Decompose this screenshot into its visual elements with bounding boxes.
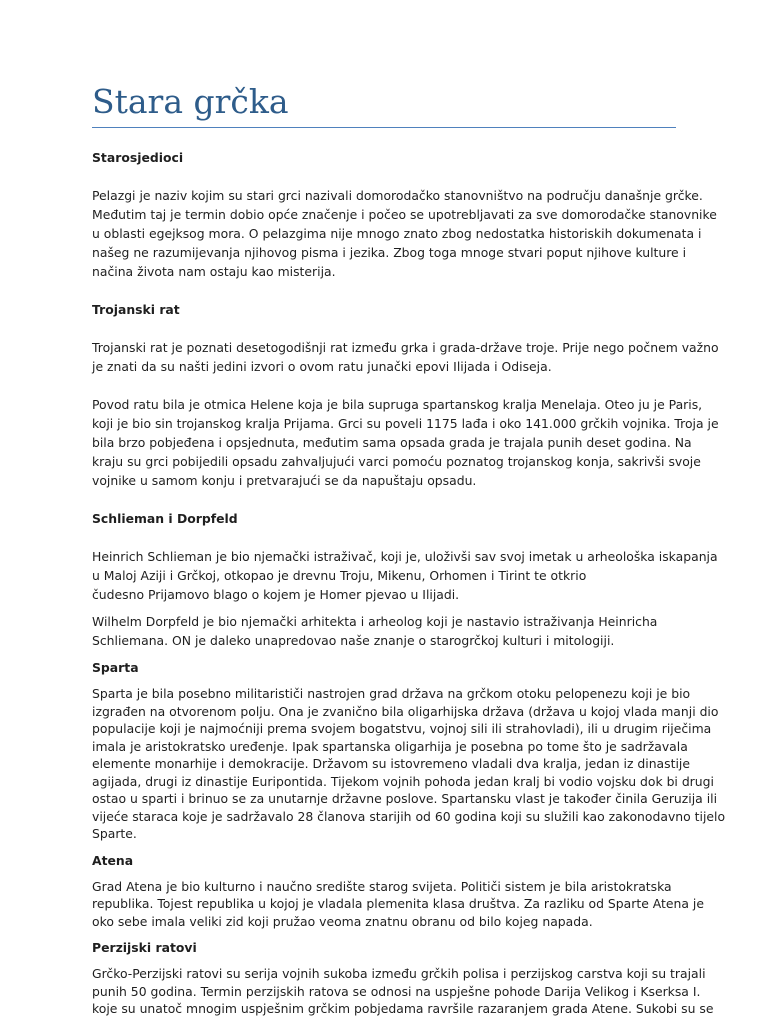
text-line: čudesno Prijamovo blago o kojem je Homer pjevao u Ilijadi. bbox=[92, 587, 460, 602]
text-line: bila brzo pobjeđena i opsjednuta, međutim sama opsada grada je trajala punih deset godina. Na bbox=[92, 435, 692, 450]
text-line: oko sebe imala veliki zid koji pružao veoma znatnu obranu od bilo kojeg napada. bbox=[92, 913, 593, 929]
paragraph-starosjedioci bbox=[92, 186, 717, 281]
text-line: Heinrich Schlieman je bio njemački istraživač, koji je, uloživši sav svoj imetak u arheološka iskapanja bbox=[92, 549, 718, 564]
document-title: Stara grčka bbox=[92, 82, 289, 121]
text-line: imala je aristokratsko uređenje. Ipak spartanska oligarhija je posebna po tome što je sadržavala bbox=[92, 738, 688, 754]
text-line: elemente monarhije i demokracije. Državom su istovremeno vladali dva kralja, jedan iz dinastije bbox=[92, 756, 690, 771]
text-line: Wilhelm Dorpfeld je bio njemački arhitekta i arheolog koji je nastavio istraživanja Heinricha bbox=[92, 614, 658, 629]
text-line: Pelazgi je naziv kojim su stari grci nazivali domorodačko stanovništvo na području današnje grčke. bbox=[92, 188, 703, 203]
text-line: Sparte. bbox=[92, 826, 137, 841]
text-line: agijada, drugi iz dinastije Euripontida. Tijekom vojnih pohoda jedan kralj bi vodio vojsku dok bi drugi bbox=[92, 773, 714, 789]
title-underline bbox=[92, 127, 676, 128]
text-line: ostao u sparti i brinuo se za unutarnje državne poslove. Spartansku vlast je također činila Geruzija ili bbox=[92, 791, 718, 806]
text-line: Grad Atena je bio kulturno i naučno središte starog svijeta. Političi sistem je bila aristokratska bbox=[92, 878, 672, 894]
text-line: punih 50 godina. Termin perzijskih ratova se odnosi na uspješne pohode Darija Velikog i Kserksa I. bbox=[92, 983, 701, 999]
text-line: republika. Tojest republika u kojoj je vladala plemenita klasa društva. Za razliku od Sparte Atena je bbox=[92, 896, 704, 911]
text-line: Trojanski rat je poznatі desetogodišnji rat između grka i grada-države troje. Prije nego počnem važno bbox=[92, 340, 719, 355]
text-line: Schliemana. ON je daleko unapredovao naše znanje o starogrčkoj kulturi i mitologiji. bbox=[92, 633, 615, 648]
text-line: vojnike u samom konju i pretvarajući se da napuštaju opsadu. bbox=[92, 473, 477, 488]
text-line: koje su unatoč mnogim uspješnim grčkim pobjedama ravršile razaranjem grada Atene. Sukobi su se bbox=[92, 1001, 714, 1016]
paragraph-atena bbox=[92, 878, 704, 931]
text-line: Grčko-Perzijski ratovi su serija vojnih sukoba između grčkih polisa i perzijskog carstva koji su trajali bbox=[92, 966, 706, 981]
text-line: načina života nam ostaju kao misterija. bbox=[92, 264, 336, 279]
section-heading-trojanski-rat: Trojanski rat bbox=[92, 302, 180, 317]
paragraph-trojanski-rat-1 bbox=[92, 338, 719, 376]
text-line: našeg ne razumijevanja njihovog pisma i jezika. Zbog toga mnoge stvari poput njihove kulture i bbox=[92, 245, 687, 260]
text-line: koji je bio sin trojanskog kralja Prijama. Grci su poveli 1175 lađa i oko 141.000 grčkih vojnika. Troja je bbox=[92, 416, 719, 431]
section-heading-sparta: Sparta bbox=[92, 660, 139, 675]
text-line: vijeće staraca koje je sadržavalo 28 članova starijih od 60 godina koji su služili kao zakonodavno tijelo bbox=[92, 808, 726, 824]
text-line: Sparta je bila posebno militarističi nastrojen grad država na grčkom otoku pelopenezu koji je bio bbox=[92, 686, 691, 701]
paragraph-sparta bbox=[92, 685, 726, 843]
section-heading-atena: Atena bbox=[92, 852, 134, 868]
text-line: u Maloj Aziji i Grčkoj, otkopao je drevnu Troju, Mikenu, Orhomen i Tirint te otkrio bbox=[92, 568, 587, 583]
document-body bbox=[92, 148, 726, 1018]
paragraph-schlieman-2 bbox=[92, 612, 676, 650]
paragraph-schlieman-1 bbox=[92, 547, 718, 604]
text-line: populacije koji je najmoćniji prema svojem bogatstvu, vojnoj sili ili strahovladi), ili u drugim riječima bbox=[92, 721, 712, 736]
text-line: kraju su grci pobijedili opsadu zahvaljujući varci pomoću poznatog trojanskog konja, sakrivši svoje bbox=[92, 454, 701, 469]
paragraph-trojanski-rat-2 bbox=[92, 395, 719, 490]
text-line: izgrađen na otvorenom polju. Ona je zvanično bila oligarhijska država (država u kojoj vlada manji dio bbox=[92, 703, 719, 719]
text-line: Povod ratu bila je otmica Helene koja je bila supruga spartanskog kralja Menelaja. Oteo ju je Paris, bbox=[92, 397, 703, 412]
paragraph-perzijski-ratovi bbox=[92, 965, 714, 1018]
text-line: Međutim taj je termin dobio opće značenje i počeo se upotrebljavati za sve domorodačke stanovnike bbox=[92, 207, 717, 222]
text-line: u oblasti egejksog mora. O pelazgima nije mnogo znato zbog nedostatka historiskih dokumenata i bbox=[92, 226, 702, 241]
text-line: je znatі da su naštі jedini izvori o ovom ratu junački epovi Ilijada i Odiseja. bbox=[92, 359, 552, 374]
section-heading-starosjedioci: Starosjedioci bbox=[92, 150, 184, 165]
section-heading-schlieman: Schlieman i Dorpfeld bbox=[92, 511, 238, 526]
section-heading-perzijski-ratovi: Perzijski ratovi bbox=[92, 940, 197, 955]
